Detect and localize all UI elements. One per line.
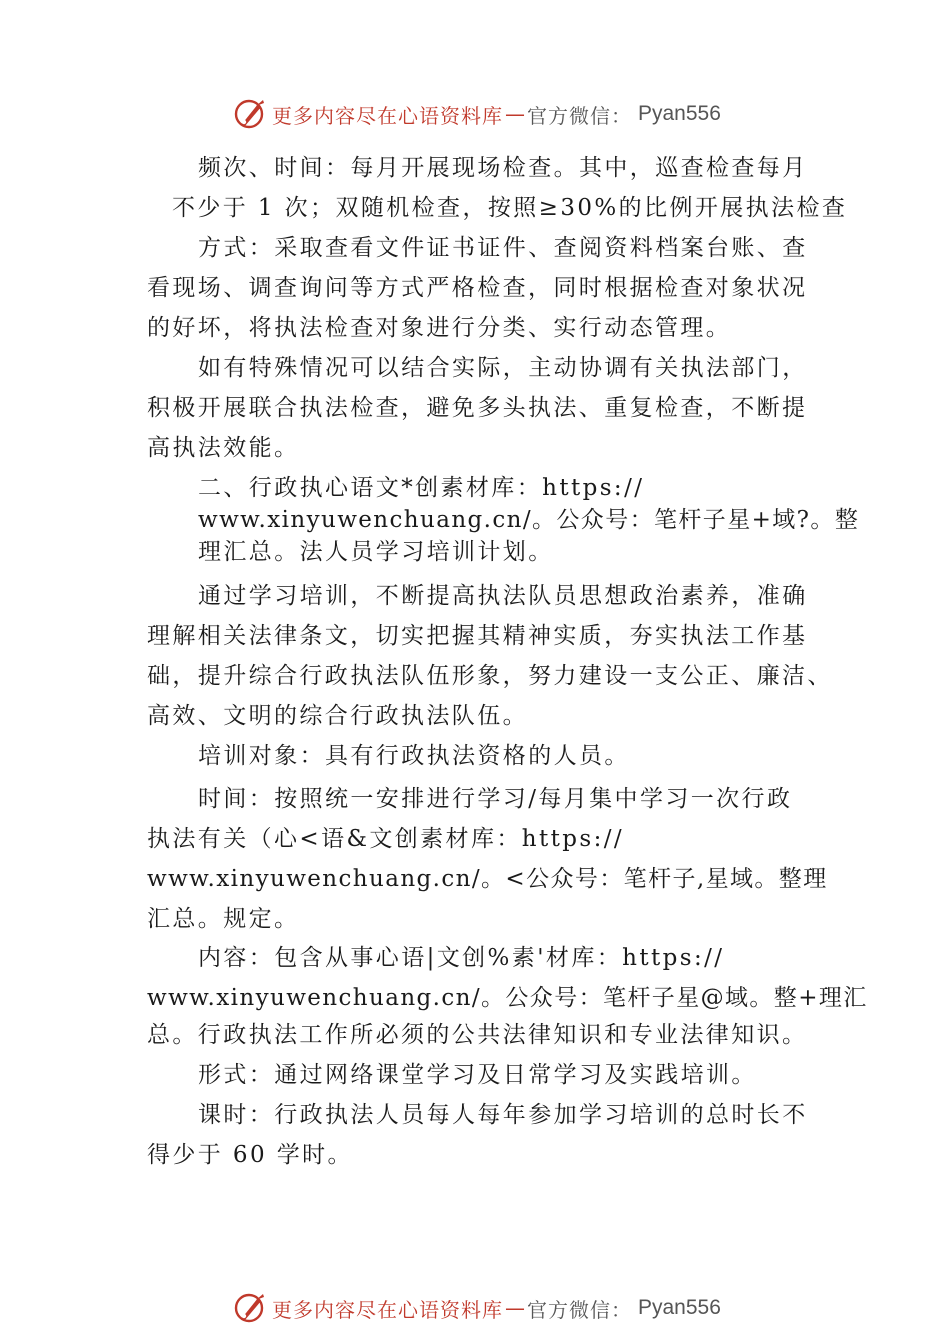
text-line: 的好坏，将执法检查对象进行分类、实行动态管理。 xyxy=(147,315,732,341)
banner-separator: — xyxy=(505,102,525,126)
banner-brand-text: 更多内容尽在心语资料库 xyxy=(272,1297,503,1322)
quill-logo-icon xyxy=(232,1290,268,1326)
banner-separator: — xyxy=(505,1296,525,1320)
text-line: 高效、文明的综合行政执法队伍。 xyxy=(147,703,528,729)
text-line: 通过学习培训，不断提高执法队员思想政治素养，准确 xyxy=(198,583,808,609)
quill-logo-icon xyxy=(232,96,268,132)
text-line: 得少于 60 学时。 xyxy=(147,1142,353,1168)
text-line: 理解相关法律条文，切实把握其精神实质，夯实执法工作基 xyxy=(147,623,808,649)
text-line: www.xinyuwenchuang.cn/。公众号：笔杆子星+域?。整 xyxy=(198,507,860,533)
text-line: www.xinyuwenchuang.cn/。公众号：笔杆子星@域。整+理汇 xyxy=(147,985,868,1011)
text-line: 二、行政执心语文*创素材库：https:// xyxy=(198,475,645,501)
text-line: 看现场、调查询问等方式严格检查，同时根据检查对象状况 xyxy=(147,275,808,301)
banner-wechat-id: Pyan556 xyxy=(638,1296,721,1319)
text-line: 高执法效能。 xyxy=(147,435,300,461)
text-line: 频次、时间：每月开展现场检查。其中，巡查检查每月 xyxy=(198,155,808,181)
text-line: 积极开展联合执法检查，避免多头执法、重复检查，不断提 xyxy=(147,395,808,421)
text-line: www.xinyuwenchuang.cn/。<公众号：笔杆子,星域。整理 xyxy=(147,866,828,892)
text-line: 总。行政执法工作所必须的公共法律知识和专业法律知识。 xyxy=(147,1022,808,1048)
header-banner xyxy=(232,94,721,134)
text-line: 方式：采取查看文件证书证件、查阅资料档案台账、查 xyxy=(198,235,808,261)
text-line: 课时：行政执法人员每人每年参加学习培训的总时长不 xyxy=(198,1102,808,1128)
banner-wechat-label: 官方微信： xyxy=(527,1297,632,1322)
text-line: 理汇总。法人员学习培训计划。 xyxy=(198,539,554,565)
text-line: 不少于 1 次；双随机检查，按照≥30%的比例开展执法检查 xyxy=(172,195,848,221)
banner-brand-text: 更多内容尽在心语资料库 xyxy=(272,103,503,128)
text-line: 形式：通过网络课堂学习及日常学习及实践培训。 xyxy=(198,1062,757,1088)
text-line: 内容：包含从事心语|文创%素'材库：https:// xyxy=(198,945,725,971)
text-line: 础，提升综合行政执法队伍形象，努力建设一支公正、廉洁、 xyxy=(147,663,833,689)
text-line: 如有特殊情况可以结合实际，主动协调有关执法部门， xyxy=(198,355,808,381)
text-line: 时间：按照统一安排进行学习/每月集中学习一次行政 xyxy=(198,786,793,812)
text-line: 培训对象：具有行政执法资格的人员。 xyxy=(198,743,630,769)
text-line: 汇总。规定。 xyxy=(147,906,300,932)
footer-banner xyxy=(232,1288,721,1328)
banner-wechat-id: Pyan556 xyxy=(638,102,721,125)
banner-wechat-label: 官方微信： xyxy=(527,103,632,128)
text-line: 执法有关（心<语&文创素材库：https:// xyxy=(147,826,625,852)
